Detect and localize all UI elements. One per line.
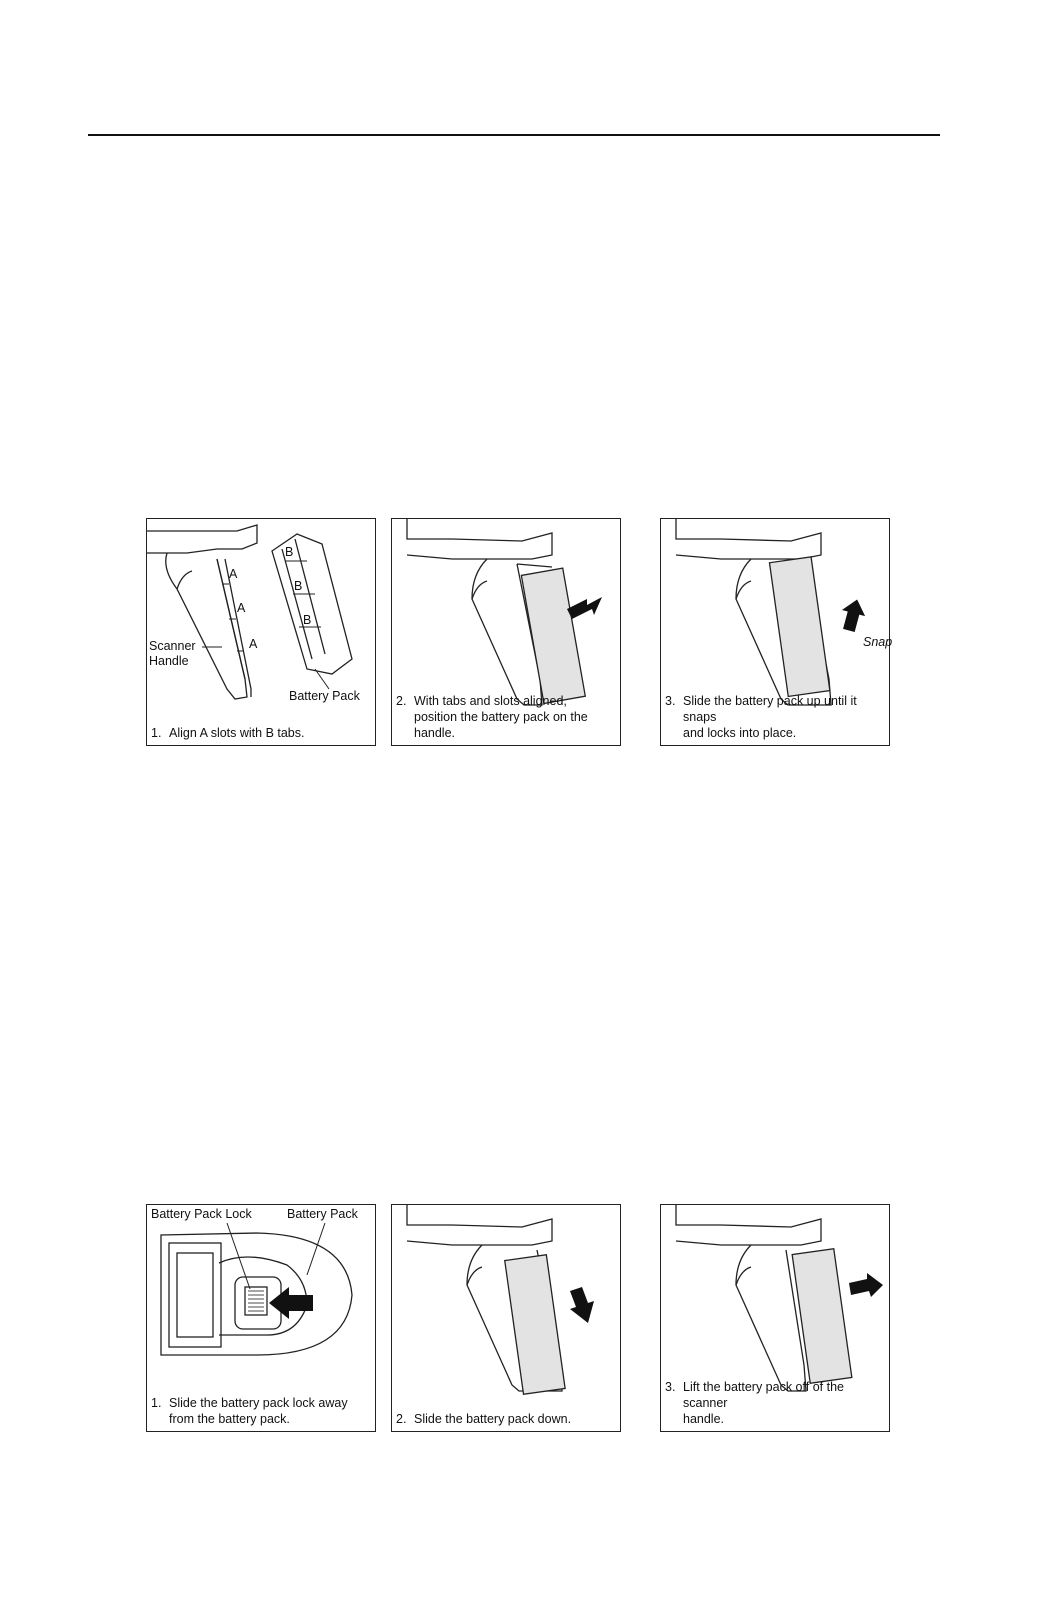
arrow-icon (837, 596, 868, 633)
arrow-icon (269, 1287, 313, 1319)
tab-b-label: B (294, 579, 303, 593)
step-text: Slide the battery pack down. (414, 1412, 572, 1426)
step-number: 2. (396, 694, 407, 708)
arrow-icon (567, 597, 602, 619)
snap-label: Snap (863, 635, 893, 649)
install-step-2-panel (391, 518, 621, 746)
arrow-icon (570, 1287, 594, 1323)
step-caption (665, 693, 885, 741)
battery-pack-label: Battery Pack (287, 1207, 358, 1221)
step-caption (396, 693, 616, 741)
tab-b-label: B (285, 545, 294, 559)
remove-step-3-panel (660, 1204, 890, 1432)
remove-step-2-panel (391, 1204, 621, 1432)
step-number: 3. (665, 694, 676, 708)
step-caption (396, 1411, 616, 1427)
step-text: Lift the battery pack off of the scanner handle. (683, 1380, 844, 1426)
step-number: 1. (151, 1396, 162, 1410)
remove-step-1-panel (146, 1204, 376, 1432)
step-number: 3. (665, 1380, 676, 1394)
scanner-handle-label: Scanner Handle (149, 639, 196, 668)
step-text: Align A slots with B tabs. (169, 726, 305, 740)
step-number: 2. (396, 1412, 407, 1426)
step-caption (151, 725, 371, 741)
slide-down-illustration (392, 1205, 622, 1433)
header-rule (88, 134, 940, 136)
step-text: Slide the battery pack up until it snaps and locks into place. (683, 694, 857, 740)
step-caption (665, 1379, 885, 1427)
step-number: 1. (151, 726, 162, 740)
slot-a-label: A (249, 637, 258, 651)
step-text: With tabs and slots aligned, position the battery pack on the handle. (414, 694, 588, 740)
handle-and-battery-illustration (147, 519, 377, 747)
battery-pack-lock-label: Battery Pack Lock (151, 1207, 252, 1221)
slot-a-label: A (237, 601, 246, 615)
step-text: Slide the battery pack lock away from the battery pack. (169, 1396, 348, 1426)
arrow-icon (849, 1273, 883, 1297)
tab-b-label: B (303, 613, 312, 627)
battery-pack-label: Battery Pack (289, 689, 360, 703)
slot-a-label: A (229, 567, 238, 581)
install-step-1-panel (146, 518, 376, 746)
step-caption (151, 1395, 371, 1427)
install-step-3-panel (660, 518, 893, 746)
